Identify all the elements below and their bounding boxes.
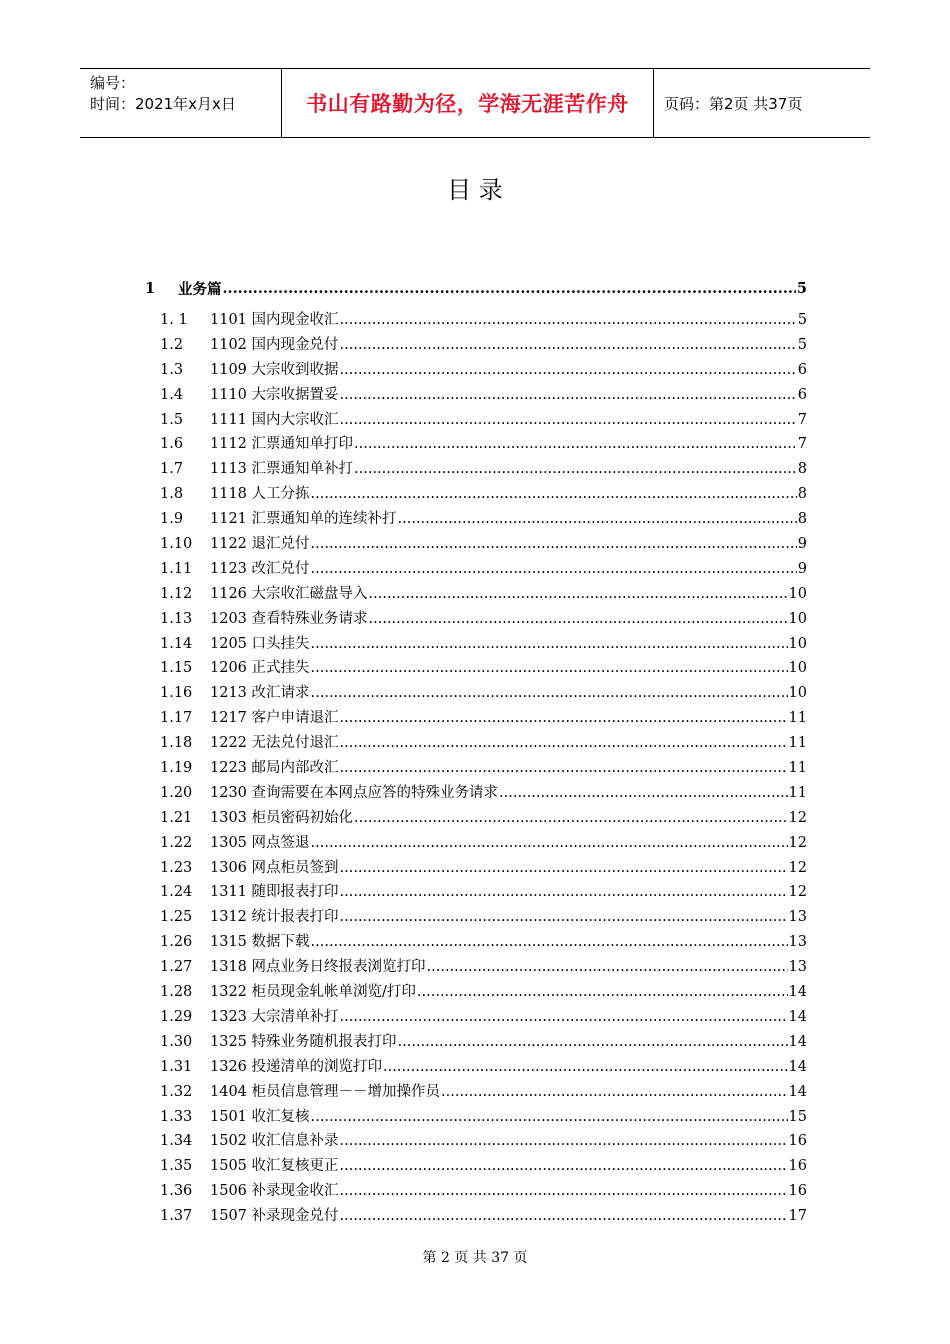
toc-entry-page: 14	[788, 1058, 807, 1075]
toc-entry-label: 1326 投递清单的浏览打印	[210, 1058, 383, 1075]
toc-entry-label: 1121 汇票通知单的连续补打	[210, 511, 397, 528]
toc-entry-page: 7	[797, 411, 807, 428]
toc-entry-page: 12	[788, 859, 807, 876]
toc-leader	[311, 835, 788, 851]
toc-leader	[311, 685, 788, 701]
toc-entry-page: 7	[797, 436, 807, 453]
toc-entry[interactable]	[145, 856, 807, 881]
toc-leader	[383, 1059, 788, 1075]
toc-entry-number: 1.6	[160, 436, 184, 453]
page-header	[80, 68, 870, 138]
toc-entry[interactable]	[145, 806, 807, 831]
toc-entry-number: 1.5	[160, 411, 184, 428]
toc-entry[interactable]	[145, 507, 807, 532]
toc-entry-label: 1102 国内现金兑付	[210, 336, 339, 353]
toc-entry[interactable]	[145, 1204, 807, 1229]
toc-entry[interactable]	[145, 432, 807, 457]
toc-entry[interactable]	[145, 408, 807, 433]
toc-entry-page: 12	[788, 809, 807, 826]
toc-entry-page: 12	[788, 834, 807, 851]
header-motto: 书山有路勤为径，学海无涯苦作舟	[282, 69, 654, 137]
toc-leader	[311, 660, 788, 676]
toc-entry-label: 1206 正式挂失	[210, 660, 310, 677]
toc-entry-number: 1.16	[160, 685, 193, 702]
toc-entry-number: 1.23	[160, 859, 193, 876]
toc-entry[interactable]	[145, 756, 807, 781]
toc-entry-number: 1.9	[160, 511, 184, 528]
toc-entry-page: 6	[797, 361, 807, 378]
toc-entry-page: 5	[797, 336, 807, 353]
toc-entry-number: 1.12	[160, 585, 193, 602]
toc-items	[145, 308, 807, 1229]
toc-entry[interactable]	[145, 905, 807, 930]
toc-leader	[340, 884, 788, 900]
toc-entry-page: 9	[797, 560, 807, 577]
toc-entry-label: 1312 统计报表打印	[210, 909, 339, 926]
toc-entry-page: 13	[788, 934, 807, 951]
toc-entry-label: 1123 改汇兑付	[210, 560, 310, 577]
header-page-info: 页码：第2页 共37页	[664, 94, 803, 113]
toc-entry-number: 1.30	[160, 1033, 193, 1050]
toc-entry[interactable]	[145, 582, 807, 607]
toc-leader	[311, 561, 797, 577]
toc-leader	[340, 710, 788, 726]
toc-leader	[340, 387, 797, 403]
toc-entry-page: 11	[788, 784, 807, 801]
toc-entry-label: 1505 收汇复核更正	[210, 1158, 339, 1175]
toc-entry-page: 12	[788, 884, 807, 901]
toc-entry-label: 1506 补录现金收汇	[210, 1183, 339, 1200]
toc-leader	[398, 511, 797, 527]
toc-entry[interactable]	[145, 781, 807, 806]
toc-entry[interactable]	[145, 308, 807, 333]
toc-entry-number: 1.32	[160, 1083, 193, 1100]
toc-entry-label: 1315 数据下载	[210, 934, 310, 951]
toc-entry[interactable]	[145, 1055, 807, 1080]
toc-entry-label: 1109 大宗收到收据	[210, 361, 339, 378]
time-label: 时间：2021年x月x日	[90, 95, 236, 113]
toc-entry[interactable]	[145, 457, 807, 482]
toc-entry-label: 1325 特殊业务随机报表打印	[210, 1033, 397, 1050]
toc-entry-number: 1.19	[160, 760, 193, 777]
toc-entry-page: 11	[788, 710, 807, 727]
toc-entry-page: 8	[797, 511, 807, 528]
toc-entry-label: 1303 柜员密码初始化	[210, 809, 354, 826]
toc-entry-label: 1323 大宗清单补打	[210, 1008, 339, 1025]
toc-entry-label: 1203 查看特殊业务请求	[210, 610, 368, 627]
toc-entry-number: 1.37	[160, 1208, 193, 1225]
toc-entry-page: 16	[788, 1158, 807, 1175]
header-meta	[80, 69, 282, 137]
toc-entry-label: 1502 收汇信息补录	[210, 1133, 339, 1150]
toc-entry-page: 13	[788, 909, 807, 926]
toc-leader	[340, 1133, 788, 1149]
toc-entry[interactable]	[145, 333, 807, 358]
toc-entry-page: 5	[797, 312, 807, 328]
toc-entry[interactable]	[145, 1005, 807, 1030]
toc-entry-page: 13	[788, 959, 807, 976]
toc-leader	[417, 984, 788, 1000]
toc-entry[interactable]	[145, 632, 807, 657]
toc-entry-page: 10	[788, 660, 807, 677]
toc-entry-number: 1.29	[160, 1008, 193, 1025]
toc-entry-page: 6	[797, 386, 807, 403]
toc-entry-label: 1110 大宗收据置妥	[210, 386, 339, 403]
toc-entry-number: 1.17	[160, 710, 193, 727]
toc-entry-number: 1.27	[160, 959, 193, 976]
toc-entry-page: 14	[788, 984, 807, 1001]
page-title: 目 录	[447, 176, 503, 204]
toc-entry[interactable]	[145, 482, 807, 507]
toc-entry[interactable]	[145, 880, 807, 905]
toc-entry-number: 1.3	[160, 361, 184, 378]
toc-entry-label: 1305 网点签退	[210, 834, 310, 851]
toc-entry[interactable]	[145, 1030, 807, 1055]
toc-section-page: 5	[796, 279, 807, 297]
toc-entry-number: 1.25	[160, 909, 193, 926]
toc-entry-label: 1318 网点业务日终报表浏览打印	[210, 959, 426, 976]
toc-entry[interactable]	[145, 731, 807, 756]
toc-entry-label: 1113 汇票通知单补打	[210, 461, 354, 478]
toc-leader	[398, 1034, 788, 1050]
toc-entry-label: 1311 随即报表打印	[210, 884, 339, 901]
toc-entry-number: 1.31	[160, 1058, 193, 1075]
toc-leader	[340, 1158, 788, 1174]
toc-entry-label: 1223 邮局内部改汇	[210, 760, 339, 777]
toc-entry-page: 11	[788, 760, 807, 777]
toc-entry-label: 1213 改汇请求	[210, 685, 310, 702]
toc-entry-number: 1.8	[160, 486, 184, 503]
toc-entry-number: 1.15	[160, 660, 193, 677]
toc-entry-number: 1.33	[160, 1108, 193, 1125]
toc-leader	[340, 860, 788, 876]
toc-leader	[311, 636, 788, 652]
table-of-contents	[145, 268, 807, 1229]
toc-entry[interactable]	[145, 706, 807, 731]
toc-entry-number: 1.13	[160, 610, 193, 627]
toc-entry[interactable]	[145, 607, 807, 632]
toc-entry-page: 11	[788, 735, 807, 752]
toc-entry-page: 10	[788, 635, 807, 652]
toc-leader	[340, 760, 788, 776]
toc-entry-label: 1322 柜员现金轧帐单浏览/打印	[210, 984, 416, 1001]
toc-entry-number: 1. 1	[160, 312, 188, 328]
toc-entry-label: 1306 网点柜员签到	[210, 859, 339, 876]
toc-leader	[369, 611, 788, 627]
toc-entry-page: 16	[788, 1183, 807, 1200]
toc-entry-number: 1.20	[160, 784, 193, 801]
toc-entry[interactable]	[145, 358, 807, 383]
toc-leader	[340, 312, 797, 328]
toc-entry-page: 14	[788, 1033, 807, 1050]
toc-leader	[354, 461, 797, 477]
toc-entry[interactable]	[145, 831, 807, 856]
toc-entry-number: 1.4	[160, 386, 184, 403]
toc-entry[interactable]	[145, 1129, 807, 1154]
toc-entry[interactable]	[145, 955, 807, 980]
toc-leader	[340, 412, 797, 428]
toc-entry-number: 1.26	[160, 934, 193, 951]
toc-leader	[340, 1183, 788, 1199]
toc-leader	[369, 586, 788, 602]
toc-entry-label: 1222 无法兑付退汇	[210, 735, 339, 752]
toc-entry-page: 9	[797, 536, 807, 553]
toc-entry-number: 1.36	[160, 1183, 193, 1200]
toc-entry-number: 1.14	[160, 635, 193, 652]
toc-entry-page: 14	[788, 1008, 807, 1025]
toc-entry-label: 1217 客户申请退汇	[210, 710, 339, 727]
toc-entry-label: 1205 口头挂失	[210, 635, 310, 652]
toc-entry-page: 14	[788, 1083, 807, 1100]
toc-entry-page: 10	[788, 685, 807, 702]
toc-leader	[427, 959, 788, 975]
toc-leader	[311, 934, 788, 950]
toc-entry-label: 1126 大宗收汇磁盘导入	[210, 585, 368, 602]
toc-entry-number: 1.34	[160, 1133, 193, 1150]
toc-entry-label: 1111 国内大宗收汇	[210, 411, 339, 428]
toc-entry-page: 8	[797, 461, 807, 478]
toc-entry-number: 1.28	[160, 984, 193, 1001]
toc-entry-page: 8	[797, 486, 807, 503]
toc-leader	[441, 1084, 788, 1100]
toc-entry[interactable]	[145, 656, 807, 681]
toc-entry-label: 1101 国内现金收汇	[210, 312, 339, 328]
toc-leader	[354, 436, 797, 452]
toc-leader	[499, 785, 788, 801]
toc-section[interactable]	[145, 268, 807, 308]
toc-leader	[354, 810, 788, 826]
toc-entry-label: 1230 查询需要在本网点应答的特殊业务请求	[210, 784, 499, 801]
toc-entry-label: 1501 收汇复核	[210, 1108, 310, 1125]
toc-entry-label: 1118 人工分拣	[210, 486, 310, 503]
toc-leader	[311, 486, 797, 502]
toc-entry-number: 1.2	[160, 336, 184, 353]
toc-leader	[340, 337, 797, 353]
toc-entry[interactable]	[145, 383, 807, 408]
toc-entry-number: 1.11	[160, 560, 193, 577]
toc-section-label: 业务篇	[178, 280, 222, 298]
toc-entry-page: 17	[788, 1208, 807, 1225]
toc-entry[interactable]	[145, 980, 807, 1005]
toc-entry-label: 1122 退汇兑付	[210, 536, 310, 553]
toc-entry[interactable]	[145, 532, 807, 557]
toc-entry[interactable]	[145, 1105, 807, 1130]
toc-entry[interactable]	[145, 930, 807, 955]
toc-entry[interactable]	[145, 1080, 807, 1105]
toc-section-number: 1	[145, 279, 156, 297]
toc-entry-page: 16	[788, 1133, 807, 1150]
toc-leader	[340, 1208, 788, 1224]
toc-entry-number: 1.35	[160, 1158, 193, 1175]
page-footer: 第 2 页 共 37 页	[422, 1250, 528, 1266]
toc-leader	[311, 1109, 788, 1125]
toc-leader	[340, 1009, 788, 1025]
toc-entry-page: 10	[788, 610, 807, 627]
toc-entry-label: 1112 汇票通知单打印	[210, 436, 354, 453]
toc-leader	[223, 280, 796, 297]
toc-entry-page: 15	[788, 1108, 807, 1125]
toc-entry[interactable]	[145, 557, 807, 582]
toc-leader	[340, 735, 788, 751]
toc-entry[interactable]	[145, 681, 807, 706]
toc-entry-number: 1.7	[160, 461, 184, 478]
toc-entry-number: 1.24	[160, 884, 193, 901]
toc-leader	[340, 362, 797, 378]
toc-entry-number: 1.18	[160, 735, 193, 752]
toc-entry[interactable]	[145, 1179, 807, 1204]
toc-entry-number: 1.21	[160, 809, 193, 826]
toc-entry-label: 1507 补录现金兑付	[210, 1208, 339, 1225]
toc-leader	[340, 909, 788, 925]
toc-entry-page: 10	[788, 585, 807, 602]
toc-entry-label: 1404 柜员信息管理－－增加操作员	[210, 1083, 441, 1100]
toc-entry-number: 1.22	[160, 834, 193, 851]
code-label: 编号：	[90, 74, 136, 92]
toc-leader	[311, 536, 797, 552]
toc-entry-number: 1.10	[160, 536, 193, 553]
toc-entry[interactable]	[145, 1154, 807, 1179]
